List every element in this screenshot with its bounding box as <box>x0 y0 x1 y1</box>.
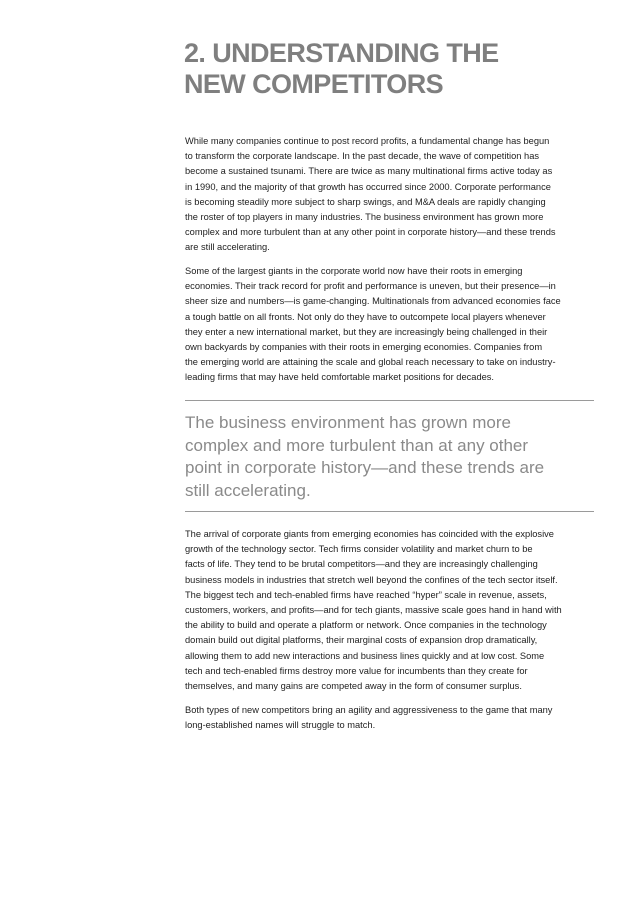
paragraph-line: complex and more turbulent than at any other point in corporate history—and these trends <box>185 227 556 238</box>
paragraph-line: facts of life. They tend to be brutal competitors—and they are increasingly challenging <box>185 559 538 570</box>
body-paragraph-4 <box>185 703 600 733</box>
paragraph-line: the roster of top players in many industries. The business environment has grown more <box>185 212 544 223</box>
paragraph-line: to transform the corporate landscape. In the past decade, the wave of competition has <box>185 151 540 162</box>
paragraph-line: The biggest tech and tech-enabled firms have reached “hyper” scale in revenue, assets, <box>185 589 547 600</box>
paragraph-line: customers, workers, and profits—and for tech giants, massive scale goes hand in hand with <box>185 605 562 616</box>
paragraph-line: the ability to build and operate a platform or network. Once companies in the technology <box>185 620 547 631</box>
pullquote-line: point in corporate history—and these trends are <box>185 458 545 478</box>
paragraph-line: become a sustained tsunami. There are twice as many multinational firms active today as <box>185 166 553 177</box>
pullquote-line: The business environment has grown more <box>185 413 511 432</box>
paragraph-line: tech and tech-enabled firms destroy more value for incumbents than they create for <box>185 665 528 676</box>
paragraph-line: While many companies continue to post record profits, a fundamental change has begun <box>185 136 550 146</box>
pullquote-bottom-rule <box>185 511 594 512</box>
paragraph-line: long-established names will struggle to match. <box>185 720 376 731</box>
body-paragraph-1 <box>185 134 600 256</box>
pullquote-top-rule <box>185 400 594 401</box>
paragraph-line: themselves, and many gains are competed away in the form of consumer surplus. <box>185 681 522 692</box>
paragraph-line: a tough battle on all fronts. Not only do they have to outcompete local players whenever <box>185 311 546 322</box>
body-paragraph-2 <box>185 264 600 386</box>
paragraph-line: the emerging world are attaining the scale and global reach necessary to take on industry- <box>185 357 556 368</box>
paragraph-line: are still accelerating. <box>185 242 270 253</box>
paragraph-line: they enter a new international market, but they are increasingly being challenged in their <box>185 326 548 337</box>
paragraph-line: domain build out digital platforms, their marginal costs of expansion drop dramatically, <box>185 635 538 646</box>
heading-line: 2. UNDERSTANDING THE <box>184 38 499 68</box>
paragraph-line: Both types of new competitors bring an agility and aggressiveness to the game that many <box>185 705 553 715</box>
heading-line: NEW COMPETITORS <box>184 69 444 99</box>
pullquote <box>185 412 594 502</box>
paragraph-line: allowing them to add new interactions and business lines quickly and at low cost. Some <box>185 650 545 661</box>
paragraph-line: sheer size and numbers—is game-changing. Multinationals from advanced economies face <box>185 296 561 307</box>
body-paragraph-3 <box>185 527 600 694</box>
section-heading <box>184 38 604 100</box>
paragraph-line: own backyards by companies with their roots in emerging economies. Companies from <box>185 342 543 353</box>
paragraph-line: is becoming steadily more subject to sharp swings, and M&A deals are rapidly changing <box>185 196 546 207</box>
paragraph-line: growth of the technology sector. Tech firms consider volatility and market churn to be <box>185 544 533 555</box>
pullquote-line: complex and more turbulent than at any other <box>185 435 529 455</box>
pullquote-line: still accelerating. <box>185 480 311 500</box>
paragraph-line: leading firms that may have held comfortable market positions for decades. <box>185 372 495 383</box>
paragraph-line: The arrival of corporate giants from emerging economies has coincided with the explosive <box>185 529 554 539</box>
paragraph-line: in 1990, and the majority of that growth has occurred since 2000. Corporate performance <box>185 181 551 192</box>
paragraph-line: economies. Their track record for profit and performance is uneven, but their presence—in <box>185 281 556 292</box>
paragraph-line: Some of the largest giants in the corporate world now have their roots in emerging <box>185 266 523 276</box>
paragraph-line: business models in industries that stretch well beyond the confines of the tech sector itself. <box>185 574 558 585</box>
